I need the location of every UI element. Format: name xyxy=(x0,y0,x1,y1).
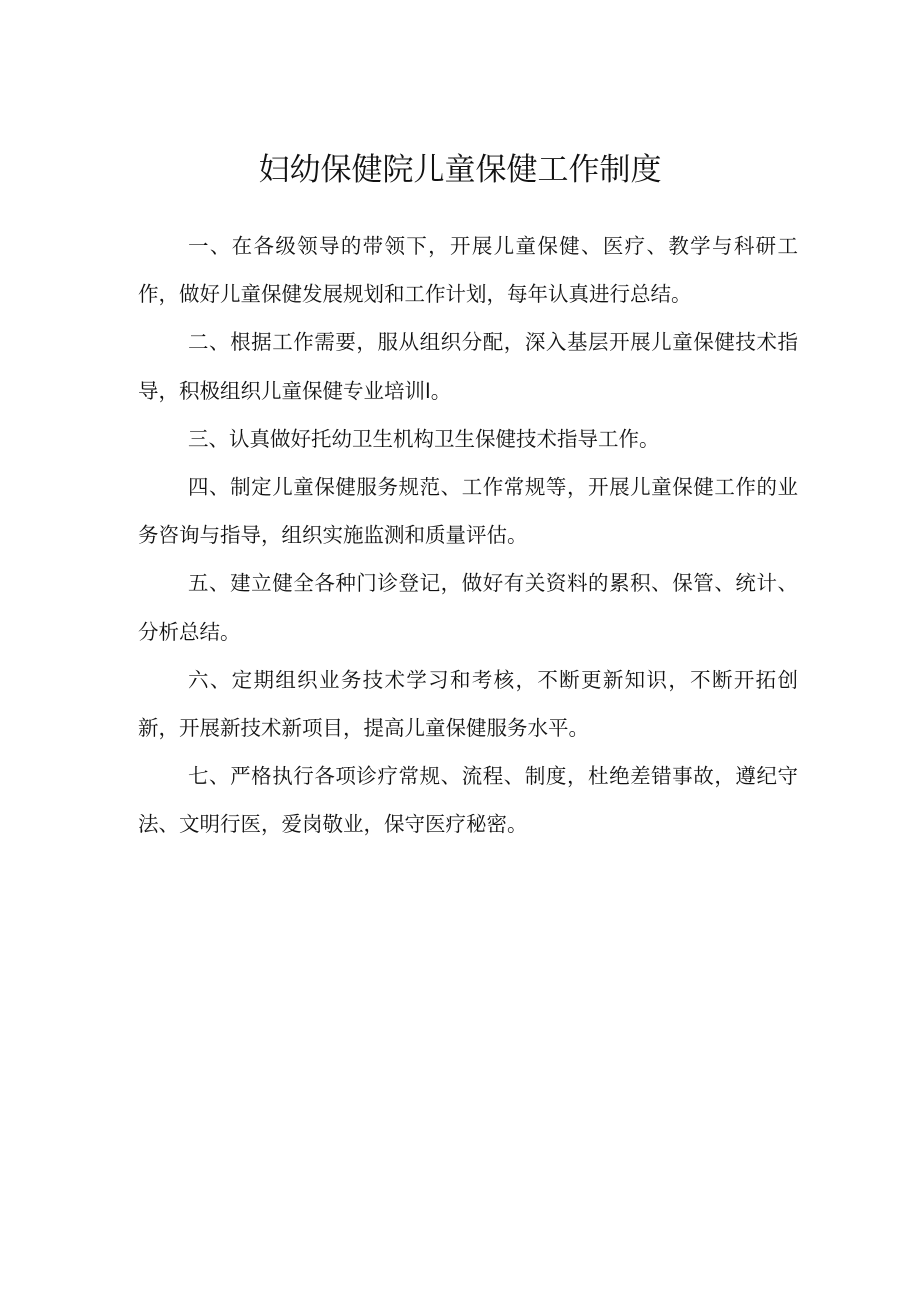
document-body xyxy=(138,222,798,849)
document-title: 妇幼保健院儿童保健工作制度 xyxy=(258,152,662,188)
paragraph-6: 六、定期组织业务技术学习和考核，不断更新知识，不断开拓创新，开展新技术新项目，提高儿童保健服务水平。 xyxy=(138,667,798,741)
paragraph-2: 二、根据工作需要，服从组织分配，深入基层开展儿童保健技术指导，积极组织儿童保健专业培训l。 xyxy=(138,330,798,403)
paragraph-1: 一、在各级领导的带领下，开展儿童保健、医疗、教学与科研工作，做好儿童保健发展规划和工作计划，每年认真进行总结。 xyxy=(138,234,798,307)
paragraph-3: 三、认真做好托幼卫生机构卫生保健技术指导工作。 xyxy=(188,426,660,451)
paragraph-5: 五、建立健全各种门诊登记，做好有关资料的累积、保管、统计、分析总结。 xyxy=(138,571,798,644)
paragraph-4: 四、制定儿童保健服务规范、工作常规等，开展儿童保健工作的业务咨询与指导，组织实施监测和质量评估。 xyxy=(138,475,798,548)
paragraph-7: 七、严格执行各项诊疗常规、流程、制度，杜绝差错事故，遵纪守法、文明行医，爱岗敬业，保守医疗秘密。 xyxy=(138,764,798,837)
